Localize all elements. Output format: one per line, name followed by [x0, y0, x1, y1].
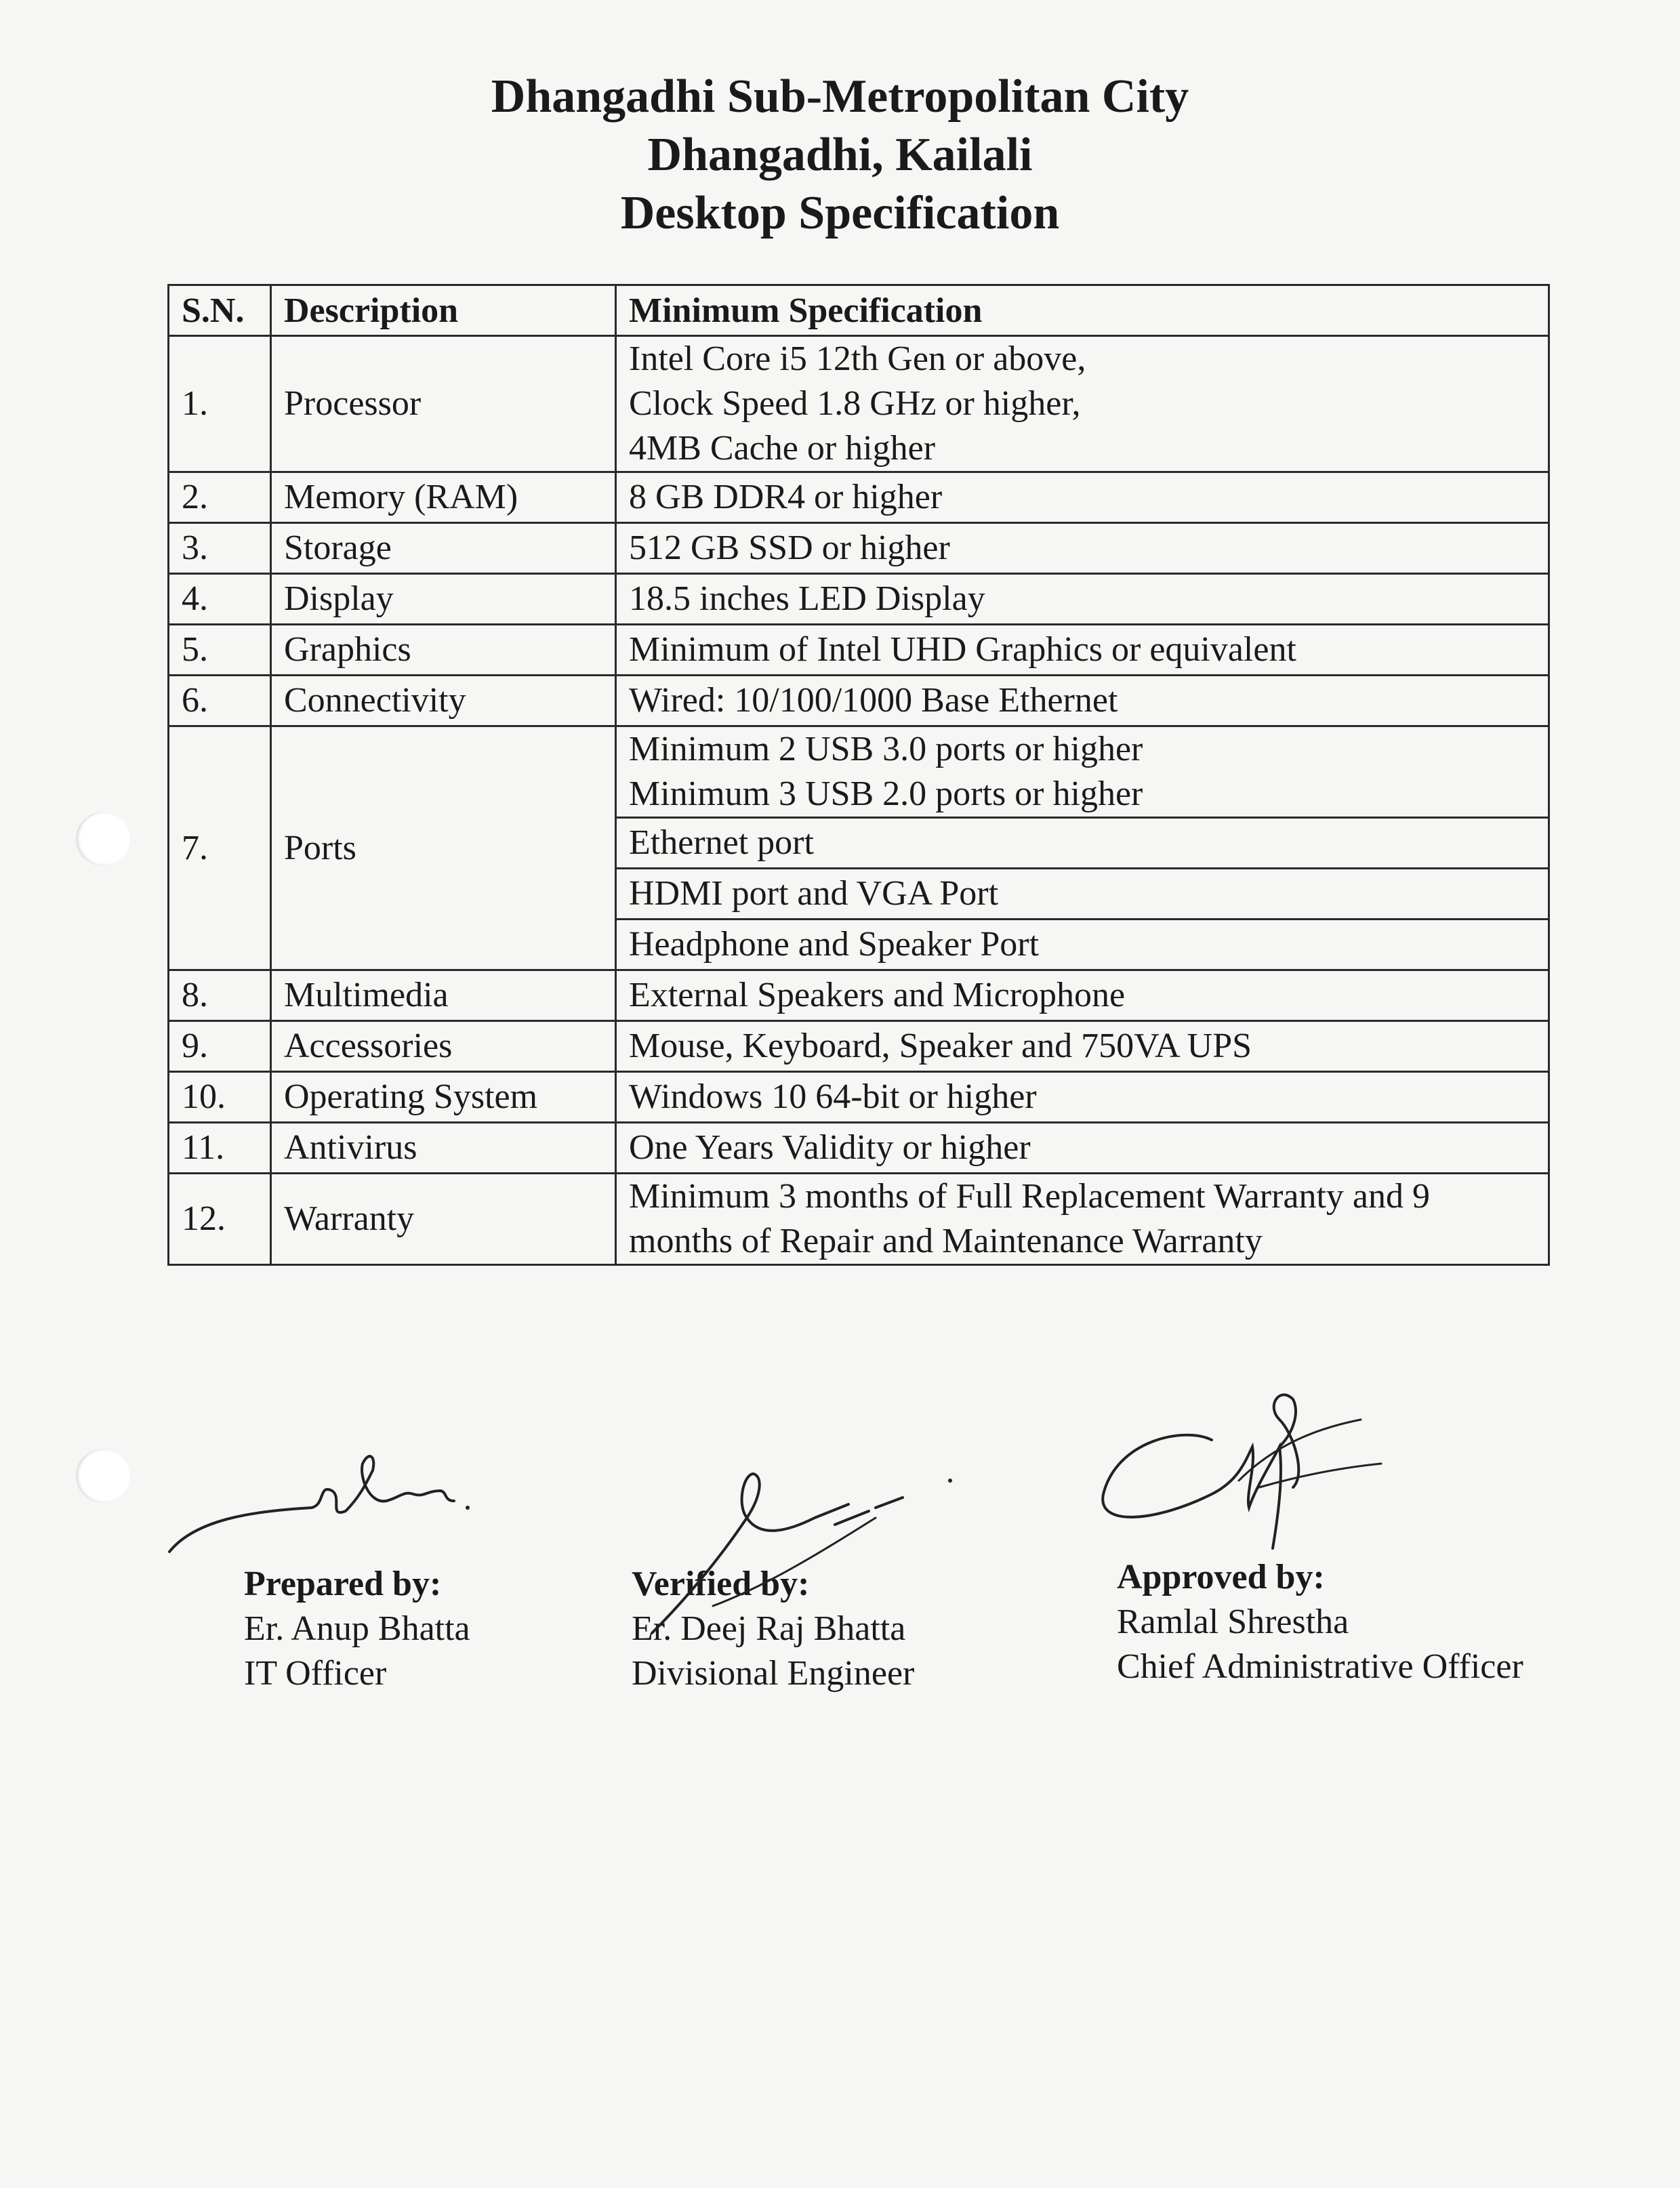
cell-sn: 6. — [169, 676, 271, 726]
cell-description: Antivirus — [271, 1123, 616, 1174]
cell-sn: 5. — [169, 625, 271, 676]
document-title: Desktop Specification — [620, 187, 1060, 239]
cell-specification: Minimum of Intel UHD Graphics or equivalent — [616, 625, 1549, 676]
cell-specification: 18.5 inches LED Display — [616, 574, 1549, 625]
punch-hole — [76, 812, 130, 866]
col-header-description: Description — [271, 285, 616, 336]
prepared-name: Er. Anup Bhatta — [244, 1609, 470, 1648]
cell-sn: 9. — [169, 1021, 271, 1072]
approved-name: Ramlal Shrestha — [1117, 1603, 1349, 1641]
cell-specification: Minimum 2 USB 3.0 ports or higher Minimum 3 USB 2.0 ports or higher — [616, 726, 1549, 818]
signature-block-prepared — [244, 1562, 470, 1696]
cell-specification: Ethernet port — [616, 818, 1549, 869]
cell-description: Storage — [271, 523, 616, 574]
cell-description: Ports — [271, 726, 616, 970]
cell-sn: 3. — [169, 523, 271, 574]
cell-specification: 8 GB DDR4 or higher — [616, 472, 1549, 523]
cell-sn: 1. — [169, 336, 271, 472]
cell-description: Memory (RAM) — [271, 472, 616, 523]
spec-table — [167, 284, 1550, 1266]
handwritten-signature-prepared — [156, 1443, 508, 1579]
cell-specification: HDMI port and VGA Port — [616, 869, 1549, 920]
cell-specification: Windows 10 64-bit or higher — [616, 1072, 1549, 1123]
cell-specification: Mouse, Keyboard, Speaker and 750VA UPS — [616, 1021, 1549, 1072]
handwritten-signature-verified — [645, 1443, 998, 1647]
verified-label: Verified by: — [632, 1565, 810, 1603]
document-header — [0, 68, 1680, 243]
table-row — [169, 970, 1549, 1021]
table-row — [169, 726, 1549, 818]
prepared-label: Prepared by: — [244, 1565, 442, 1603]
cell-specification: Headphone and Speaker Port — [616, 920, 1549, 970]
table-row — [169, 472, 1549, 523]
table-header-row — [169, 285, 1549, 336]
cell-sn: 4. — [169, 574, 271, 625]
prepared-title: IT Officer — [244, 1654, 387, 1693]
cell-description: Multimedia — [271, 970, 616, 1021]
cell-sn: 11. — [169, 1123, 271, 1174]
table-row — [169, 336, 1549, 472]
approved-label: Approved by: — [1117, 1558, 1325, 1596]
cell-sn: 7. — [169, 726, 271, 970]
table-row — [169, 1021, 1549, 1072]
signature-block-verified — [632, 1562, 914, 1696]
cell-description: Graphics — [271, 625, 616, 676]
cell-description: Warranty — [271, 1174, 616, 1265]
handwritten-signature-approved — [1076, 1372, 1415, 1569]
cell-sn: 8. — [169, 970, 271, 1021]
cell-description: Processor — [271, 336, 616, 472]
cell-description: Display — [271, 574, 616, 625]
table-row — [169, 625, 1549, 676]
cell-sn: 2. — [169, 472, 271, 523]
table-row — [169, 574, 1549, 625]
verified-title: Divisional Engineer — [632, 1654, 915, 1693]
approved-title: Chief Administrative Officer — [1117, 1647, 1523, 1686]
table-row — [169, 1072, 1549, 1123]
col-header-sn: S.N. — [169, 285, 271, 336]
signature-block-approved — [1117, 1555, 1523, 1689]
cell-description: Connectivity — [271, 676, 616, 726]
cell-specification: One Years Validity or higher — [616, 1123, 1549, 1174]
cell-sn: 12. — [169, 1174, 271, 1265]
org-location: Dhangadhi, Kailali — [647, 129, 1033, 181]
table-row — [169, 523, 1549, 574]
cell-specification: Minimum 3 months of Full Replacement Warranty and 9 months of Repair and Maintenance Warranty — [616, 1174, 1549, 1265]
table-row — [169, 1123, 1549, 1174]
cell-sn: 10. — [169, 1072, 271, 1123]
cell-description: Accessories — [271, 1021, 616, 1072]
cell-description: Operating System — [271, 1072, 616, 1123]
col-header-specification: Minimum Specification — [616, 285, 1549, 336]
cell-specification: 512 GB SSD or higher — [616, 523, 1549, 574]
cell-specification: Wired: 10/100/1000 Base Ethernet — [616, 676, 1549, 726]
table-row — [169, 676, 1549, 726]
punch-hole — [76, 1449, 130, 1503]
cell-specification: External Speakers and Microphone — [616, 970, 1549, 1021]
verified-name: Er. Deej Raj Bhatta — [632, 1609, 906, 1648]
org-name: Dhangadhi Sub-Metropolitan City — [491, 70, 1189, 123]
table-row — [169, 1174, 1549, 1265]
cell-specification: Intel Core i5 12th Gen or above, Clock Speed 1.8 GHz or higher, 4MB Cache or higher — [616, 336, 1549, 472]
